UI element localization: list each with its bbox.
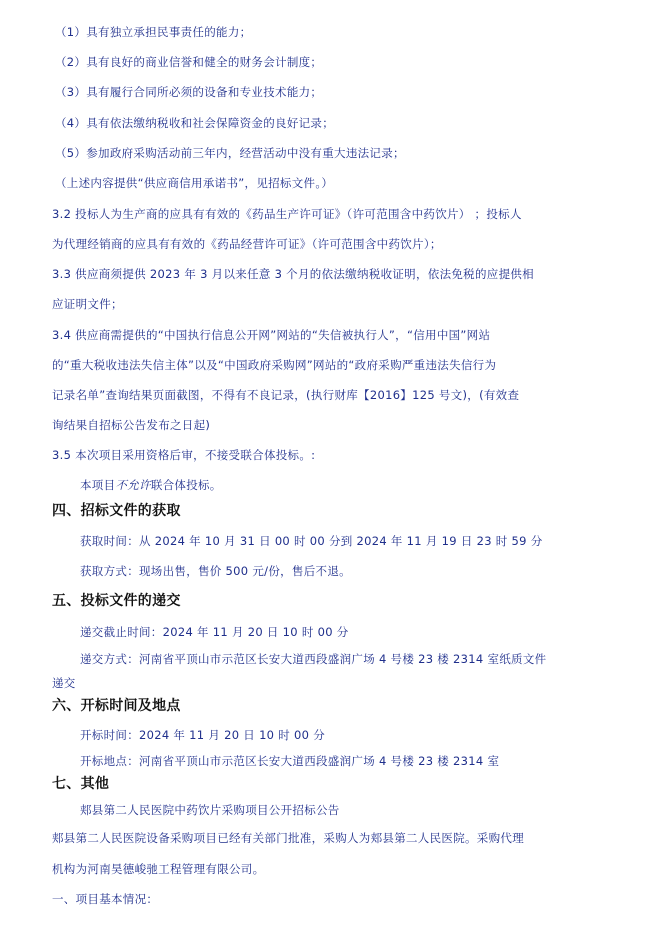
section-7-title: 郏县第二人民医院中药饮片采购项目公开招标公告 xyxy=(80,803,340,817)
consortium-prefix: 本项目 xyxy=(80,478,116,492)
clause-3-3-line-1: 3.3 供应商须提供 2023 年 3 月以来任意 3 个月的依法缴纳税收证明，依法免税的应提供相 xyxy=(52,267,534,281)
section-7-intro-line-2: 机构为河南昊德峻驰工程管理有限公司。 xyxy=(52,862,265,876)
clause-3-4-line-1: 3.4 供应商需提供的“中国执行信息公开网”网站的“失信被执行人”，“信用中国”网站 xyxy=(52,328,491,342)
section-4-heading: 四、招标文件的获取 xyxy=(52,503,181,519)
section-4-time: 获取时间：从 2024 年 10 月 31 日 00 时 00 分到 2024 年 11 月 19 日 23 时 59 分 xyxy=(80,534,543,548)
qualification-item-1: （1）具有独立承担民事责任的能力； xyxy=(55,25,252,39)
section-7-sub: 一、项目基本情况： xyxy=(52,892,159,906)
clause-3-3-line-2: 应证明文件； xyxy=(52,297,123,311)
section-7-heading: 七、其他 xyxy=(52,776,110,792)
section-5-method-line-1: 递交方式：河南省平顶山市示范区长安大道西段盛润广场 4 号楼 23 楼 2314 室纸质文件 xyxy=(80,652,547,666)
qualification-item-5: （5）参加政府采购活动前三年内，经营活动中没有重大违法记录； xyxy=(55,146,405,160)
consortium-suffix: 联合体投标。 xyxy=(150,478,222,492)
clause-3-4-line-4: 询结果自招标公告发布之日起) xyxy=(52,418,211,432)
section-6-time: 开标时间：2024 年 11 月 20 日 10 时 00 分 xyxy=(80,728,325,742)
clause-3-4-line-3: 记录名单”查询结果页面截图，不得有不良记录，(执行财库【2016】125 号文)，(有效查 xyxy=(52,388,520,402)
clause-3-2-line-2: 为代理经销商的应具有有效的《药品经营许可证》（许可范围含中药饮片）； xyxy=(52,237,442,251)
consortium-value: 不允许 xyxy=(115,478,151,492)
section-7-intro-line-1: 郏县第二人民医院设备采购项目已经有关部门批准，采购人为郏县第二人民医院。采购代理 xyxy=(52,831,524,845)
credit-note: （上述内容提供“供应商信用承诺书”，见招标文件。） xyxy=(55,176,334,190)
qualification-item-3: （3）具有履行合同所必须的设备和专业技术能力； xyxy=(55,85,323,99)
qualification-item-4: （4）具有依法缴纳税收和社会保障资金的良好记录； xyxy=(55,116,335,130)
clause-3-2-line-1: 3.2 投标人为生产商的应具有有效的《药品生产许可证》（许可范围含中药饮片） ；投标人 xyxy=(52,207,522,221)
section-4-method: 获取方式：现场出售，售价 500 元/份，售后不退。 xyxy=(80,564,351,578)
clause-3-4-line-2: 的“重大税收违法失信主体”以及“中国政府采购网”网站的“政府采购严重违法失信行为 xyxy=(52,358,497,372)
section-5-heading: 五、投标文件的递交 xyxy=(52,593,181,609)
section-5-deadline: 递交截止时间：2024 年 11 月 20 日 10 时 00 分 xyxy=(80,625,349,639)
section-5-method-line-2: 递交 xyxy=(52,676,76,690)
qualification-item-2: （2）具有良好的商业信誉和健全的财务会计制度； xyxy=(55,55,323,69)
section-6-place: 开标地点：河南省平顶山市示范区长安大道西段盛润广场 4 号楼 23 楼 2314 室 xyxy=(80,754,500,768)
section-6-heading: 六、开标时间及地点 xyxy=(52,698,181,714)
clause-3-5: 3.5 本次项目采用资格后审，不接受联合体投标。: xyxy=(52,448,316,462)
consortium-line xyxy=(80,477,222,493)
